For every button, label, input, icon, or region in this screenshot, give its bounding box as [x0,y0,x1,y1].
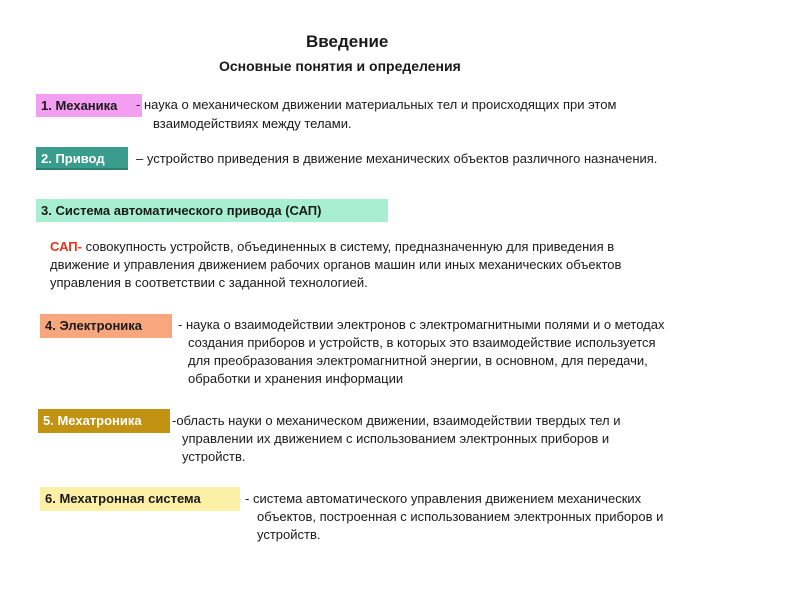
definition-mechanics-line2: взаимодействиях между телами. [153,116,352,131]
definition-mechanics-line1: - наука о механическом движении материальных тел и происходящих при этом [136,97,617,112]
page-title: Введение [306,32,389,51]
term-label-electronics: 4. Электроника [40,314,172,338]
definition-mechatronic-system-line1: - система автоматического управления движением механических [245,491,642,506]
definition-sap-line2: движение и управления движением рабочих органов машин или иных механических объектов [50,257,622,272]
definition-electronics-line2: создания приборов и устройств, в которых это взаимодействие используется [188,335,656,350]
definition-drive: – устройство приведения в движение механических объектов различного назначения. [136,151,658,166]
definition-mechatronics-line3: устройств. [182,449,246,464]
definition-electronics-line3: для преобразования электромагнитной энергии, в основном, для передачи, [188,353,648,368]
definition-electronics-line4: обработки и хранения информации [188,371,404,386]
term-label-mechatronic-system: 6. Мехатронная система [40,487,240,511]
definition-mechatronic-system-line2: объектов, построенная с использованием электронных приборов и [257,509,664,524]
definition-sap-line1-text: совокупность устройств, объединенных в систему, предназначенную для приведения в [81,239,615,254]
definition-mechatronic-system-line3: устройств. [257,527,321,542]
definition-mechatronics-line1: -область науки о механическом движении, взаимодействии твердых тел и [172,413,621,428]
term-label-drive: 2. Привод [36,147,128,170]
definition-electronics-line1: - наука о взаимодействии электронов с электромагнитными полями и о методах [178,317,665,332]
definition-sap-line3: управления в соответствии с заданной технологией. [50,275,368,290]
sap-term: САП- [50,239,82,254]
term-label-sap: 3. Система автоматического привода (САП) [36,199,388,222]
definition-mechatronics-line2: управлении их движением с использованием электронных приборов и [182,431,610,446]
term-label-mechanics: 1. Механика [36,94,142,117]
definition-sap-line1 [50,238,614,256]
term-label-mechatronics: 5. Мехатроника [38,409,170,433]
page-subtitle: Основные понятия и определения [219,58,461,74]
